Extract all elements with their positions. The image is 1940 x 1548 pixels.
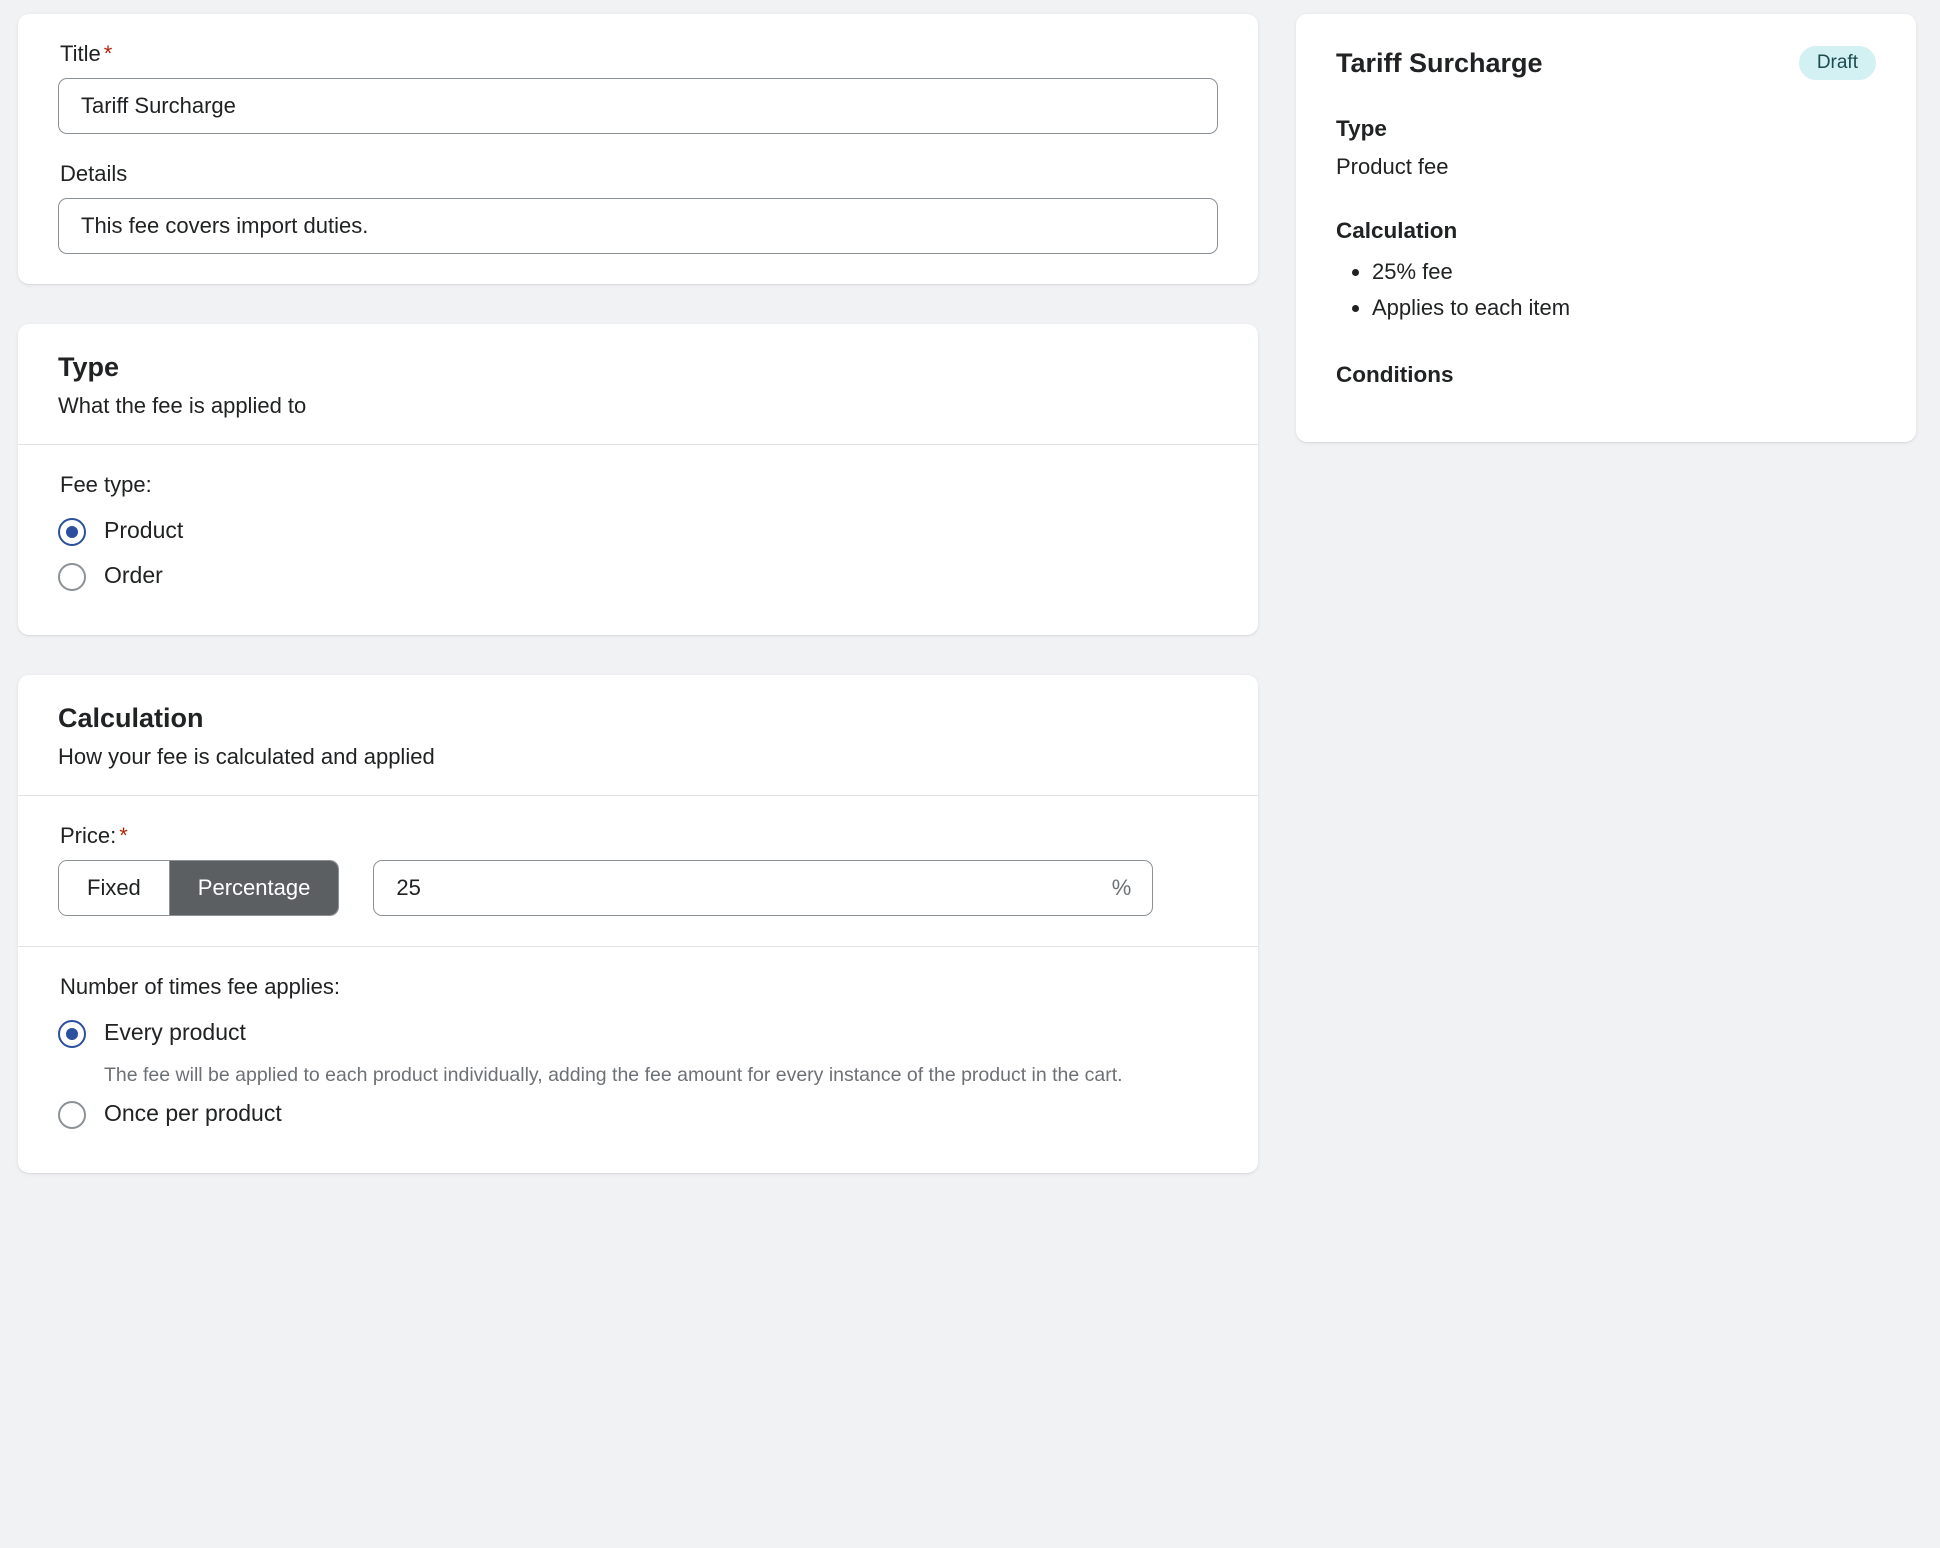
price-input-wrapper <box>373 860 1153 916</box>
radio-label-order: Order <box>104 562 163 588</box>
applies-group-label: Number of times fee applies: <box>60 974 341 999</box>
status-badge: Draft <box>1799 46 1876 80</box>
calculation-heading: Calculation <box>58 703 204 733</box>
basic-info-section <box>18 14 1258 284</box>
calculation-header-section <box>18 675 1258 795</box>
main-column <box>18 14 1258 1173</box>
type-card <box>18 324 1258 635</box>
list-item: • Applies to each item <box>1372 290 1876 326</box>
type-options-section <box>18 445 1258 635</box>
applies-section <box>18 947 1258 1173</box>
summary-column <box>1296 14 1916 442</box>
price-label <box>60 822 1218 850</box>
segment-percentage[interactable]: Percentage <box>170 861 339 915</box>
radio-help-every-product: The fee will be applied to each product individually, adding the fee amount for every instance of the product in the cart. <box>104 1064 1123 1086</box>
summary-conditions-label: Conditions <box>1336 362 1454 387</box>
radio-label-every-product: Every product <box>104 1019 246 1045</box>
details-field-block <box>58 160 1218 254</box>
price-type-segmented-control[interactable] <box>58 860 339 916</box>
price-required-marker: * <box>119 823 128 848</box>
details-input[interactable] <box>58 198 1218 254</box>
title-label <box>60 40 1218 68</box>
summary-calculation-list <box>1336 254 1876 326</box>
basic-info-card <box>18 14 1258 284</box>
radio-icon-product[interactable] <box>58 518 86 546</box>
summary-type-label: Type <box>1336 116 1387 141</box>
calculation-subheading: How your fee is calculated and applied <box>58 744 435 769</box>
title-field-block <box>58 40 1218 134</box>
radio-applies-every-product[interactable] <box>58 1017 1218 1048</box>
radio-applies-once-per-product[interactable] <box>58 1098 1218 1129</box>
radio-icon-every-product[interactable] <box>58 1020 86 1048</box>
summary-card <box>1296 14 1916 442</box>
radio-icon-once-per-product[interactable] <box>58 1101 86 1129</box>
type-subheading: What the fee is applied to <box>58 393 307 418</box>
title-input[interactable] <box>58 78 1218 134</box>
percent-suffix: % <box>1111 875 1132 900</box>
radio-label-once-per-product: Once per product <box>104 1100 282 1126</box>
type-header-section <box>18 324 1258 444</box>
summary-card-body <box>1296 14 1916 442</box>
price-amount-input[interactable] <box>373 860 1153 916</box>
title-label-text: Title <box>60 41 101 66</box>
radio-fee-type-product[interactable] <box>58 515 1218 546</box>
price-label-text: Price: <box>60 823 117 848</box>
segment-fixed[interactable]: Fixed <box>59 861 170 915</box>
summary-header <box>1336 46 1876 80</box>
details-label: Details <box>60 161 128 186</box>
summary-calculation-label: Calculation <box>1336 218 1458 243</box>
title-required-marker: * <box>103 41 113 66</box>
summary-title: Tariff Surcharge <box>1336 48 1543 78</box>
summary-type-value: Product fee <box>1336 154 1449 179</box>
radio-label-product: Product <box>104 517 184 543</box>
fee-type-group-label: Fee type: <box>60 472 152 497</box>
type-heading: Type <box>58 352 120 382</box>
price-section <box>18 796 1258 946</box>
list-item: • 25% fee <box>1372 254 1876 290</box>
radio-fee-type-order[interactable] <box>58 560 1218 591</box>
price-row <box>58 860 1218 916</box>
calculation-card <box>18 675 1258 1173</box>
radio-icon-order[interactable] <box>58 563 86 591</box>
